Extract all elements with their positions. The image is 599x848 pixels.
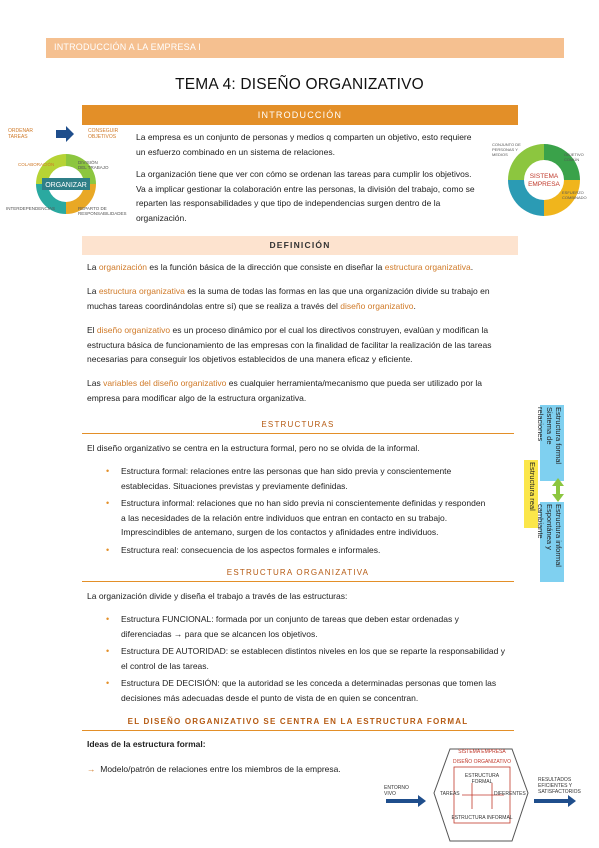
arrow-right-icon: → bbox=[87, 764, 96, 774]
diagram-label-diseno: DISEÑO ORGANIZATIVO bbox=[453, 759, 511, 765]
right-diagram-center-1: SISTEMA bbox=[529, 173, 559, 180]
formal-ideas-label: Ideas de la estructura formal: bbox=[87, 739, 206, 749]
definicion-section-title: DEFINICIÓN bbox=[269, 240, 331, 250]
list-item: • Estructura real: consecuencia de los aspectos formales e informales. bbox=[106, 544, 381, 555]
diagram-label-colaboracion: COLABORACIÓN bbox=[18, 162, 55, 167]
diagram-label-sistema: SISTEMA EMPRESA bbox=[458, 749, 506, 755]
sistema-empresa-diagram bbox=[492, 134, 596, 224]
intro-section-title: INTRODUCCIÓN bbox=[257, 110, 343, 120]
formal-structure-diagram bbox=[382, 743, 596, 848]
output-arrow-icon bbox=[534, 795, 576, 807]
term-estructura-organizativa: estructura organizativa bbox=[384, 262, 471, 272]
estructura-organizativa-list bbox=[87, 612, 507, 708]
definicion-paragraph-1: La organización es la función básica de la dirección que consiste en diseñar la estructura organizativa. bbox=[87, 262, 474, 272]
formal-heading: EL DISEÑO ORGANIZATIVO SE CENTRA EN LA ESTRUCTURA FORMAL bbox=[82, 717, 514, 731]
course-header-label: INTRODUCCIÓN A LA EMPRESA I bbox=[54, 42, 201, 52]
side-label-informal: Estructura informal Espontánea y cambiante bbox=[540, 502, 564, 582]
list-item: • Estructura informal: relaciones que no han sido previa ni conscientemente definidas y responden a las necesidades de la relación entre individuos que entran en contacto en su trabajo. Imprescindibles de antemano, surgen de los contactos y afinidades entre individuos. bbox=[106, 498, 486, 537]
diagram-label-resultados: RESULTADOS EFICIENTES Y SATISFACTORIOS bbox=[538, 777, 581, 795]
term-organizacion: organización bbox=[98, 262, 148, 272]
side-label-formal: Estructura formal Sistema de relaciones bbox=[540, 405, 564, 481]
definicion-section-bar bbox=[82, 236, 518, 255]
diagram-label-formal: ESTRUCTURA FORMAL bbox=[464, 773, 500, 785]
organizar-diagram bbox=[4, 124, 130, 234]
right-diagram-label-objetivo: OBJETIVO COMÚN bbox=[564, 152, 584, 162]
list-item: • Estructura formal: relaciones entre las personas que han sido previa y conscientemente establecidas. Situaciones previstas y previamente definidas. bbox=[106, 466, 452, 491]
diagram-label-informal: ESTRUCTURA INFORMAL bbox=[451, 815, 513, 821]
diagram-center-label: ORGANIZAR bbox=[45, 182, 87, 189]
page-title: TEMA 4: DISEÑO ORGANIZATIVO bbox=[175, 76, 424, 93]
list-item: • Estructura DE AUTORIDAD: se establecen distintos niveles en los que se reparte la responsabilidad y el control de las tareas. bbox=[106, 646, 505, 671]
definicion-paragraph-3: El diseño organizativo es un proceso dinámico por el cual los directivos construyen, evalúan y modifican la estructura básica de funcionamiento de las empresas con la finalidad de facilitar la realización de las tareas necesarias para conseguir los objetivos establecidos de una manera eficaz y eficiente. bbox=[87, 325, 492, 364]
list-item: • Estructura DE DECISIÓN: que la autoridad se les conceda a determinadas personas que tomen las decisiones más adecuadas desde el punto de vista de en quien se concentran. bbox=[106, 678, 497, 703]
estructura-organizativa-heading: ESTRUCTURA ORGANIZATIVA bbox=[82, 568, 514, 582]
definicion-paragraph-4: Las variables del diseño organizativo es cualquier herramienta/mecanismo que pueda ser utilizado por la empresa para modificar algo de la estructura organizativa. bbox=[87, 378, 483, 403]
diagram-label-division: DIVISIÓN DEL TRABAJO bbox=[78, 160, 109, 170]
estructuras-list bbox=[87, 464, 492, 560]
side-label-real: Estructura real bbox=[524, 460, 538, 528]
diagram-label-ordenar: ORDENAR TAREAS bbox=[8, 128, 34, 140]
diagram-label-entorno: ENTORNO VIVO bbox=[384, 785, 409, 797]
diagram-label-diferentes: DIFERENTES bbox=[494, 791, 526, 797]
side-arrows-icon bbox=[550, 478, 566, 502]
list-item: • Estructura FUNCIONAL: formada por un conjunto de tareas que deben estar ordenadas y diferenciadas → para que se alcancen los objetivos. bbox=[106, 614, 459, 639]
intro-paragraph-1: La empresa es un conjunto de personas y medios q comparten un objetivo, esto requiere un esfuerzo combinado en un sistema de relaciones. bbox=[136, 132, 472, 157]
estructuras-intro: El diseño organizativo se centra en la estructura formal, pero no se olvida de la informal. bbox=[87, 443, 420, 453]
right-diagram-label-conjunto: CONJUNTO DE PERSONAS Y MEDIOS bbox=[492, 142, 521, 157]
formal-item-1: → Modelo/patrón de relaciones entre los miembros de la empresa. bbox=[87, 764, 341, 774]
diagram-label-reparto: REPARTO DE RESPONSABILIDADES bbox=[78, 206, 127, 216]
estructura-organizativa-intro: La organización divide y diseña el trabajo a través de las estructuras: bbox=[87, 591, 348, 601]
course-header-bar bbox=[46, 38, 564, 58]
diagram-label-interdependencias: INTERDEPENDENCIAS bbox=[6, 206, 56, 211]
definicion-paragraph-2: La estructura organizativa es la suma de todas las formas en las que una organización divide su trabajo en muchas tareas coordinándolas entre sí) que se realiza a través del diseño organizativo. bbox=[87, 286, 490, 311]
intro-paragraph-2: La organización tiene que ver con cómo se ordenan las tareas para cumplir los objetivos. Va a implicar gestionar la colaboración entre las personas, la división del trabajo, como se reparten las responsabilidades y que tipo de independencias surgen dentro de la organización. bbox=[136, 169, 475, 223]
diagram-label-conseguir: CONSEGUIR OBJETIVOS bbox=[88, 128, 119, 140]
right-diagram-center-2: EMPRESA bbox=[528, 181, 560, 188]
diagram-label-tareas: TAREAS bbox=[440, 791, 460, 797]
intro-section-bar bbox=[82, 105, 518, 125]
estructuras-heading: ESTRUCTURAS bbox=[82, 420, 514, 434]
right-diagram-label-esfuerzo: ESFUERZO COMBINADO bbox=[562, 190, 587, 200]
arrow-right-icon bbox=[56, 126, 74, 142]
